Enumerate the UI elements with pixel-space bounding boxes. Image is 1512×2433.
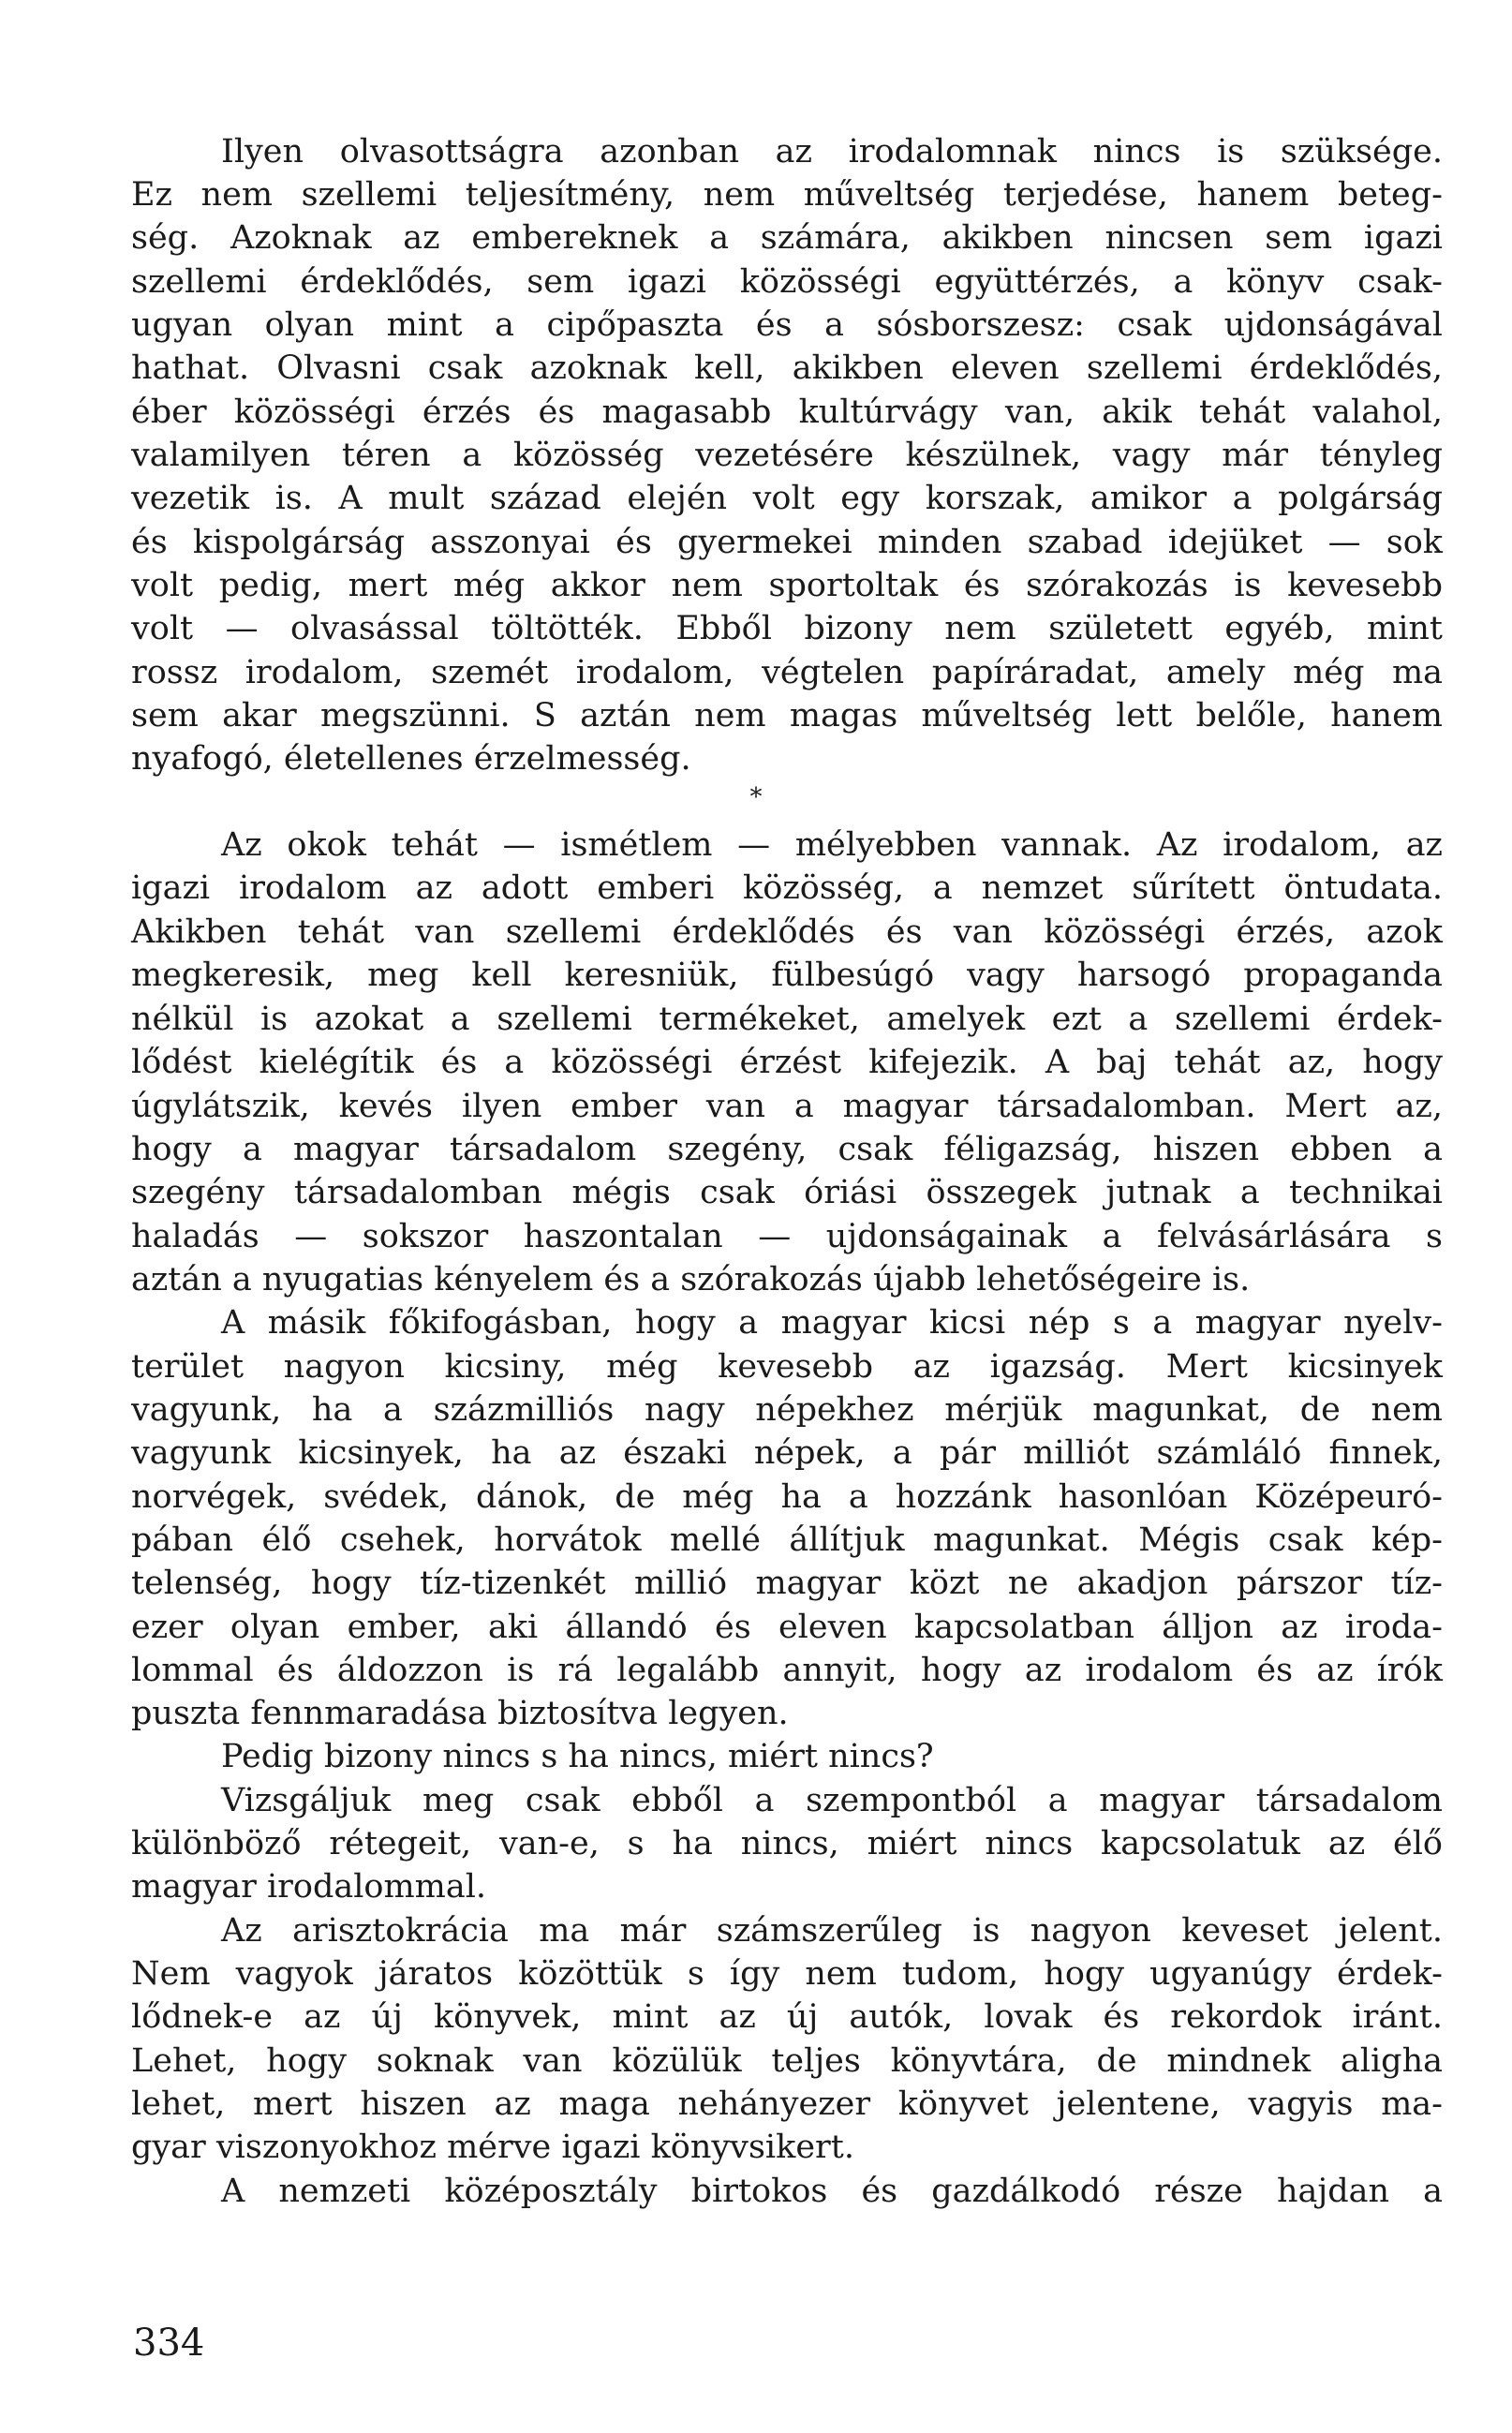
text-line: volt pedig, mert még akkor nem sportoltak és szórakozás is kevesebb [131,567,1443,604]
text-line: lődnek-e az új könyvek, mint az új autók, lovak és rekordok iránt. [131,1998,1443,2036]
text-line: norvégek, svédek, dánok, de még ha a hozzánk hasonlóan Középeuró- [131,1478,1443,1516]
text-line: A nemzeti középosztály birtokos és gazdálkodó része hajdan a [221,2173,1443,2210]
text-line: rossz irodalom, szemét irodalom, végtelen papíráradat, amely még ma [131,654,1443,691]
text-line: aztán a nyugatias kényelem és a szórakozás újabb lehetőségeire is. [131,1261,1251,1298]
text-line: magyar irodalommal. [131,1868,487,1906]
text-line: hathat. Olvasni csak azoknak kell, akikben eleven szellemi érdeklődés, [131,349,1443,387]
text-line: vezetik is. A mult század elején volt egy korszak, amikor a polgárság [131,480,1443,517]
text-line: ugyan olyan mint a cipőpaszta és a sósborszesz: csak ujdonságával [131,306,1443,344]
text-line: Az arisztokrácia ma már számszerűleg is nagyon keveset jelent. [221,1912,1443,1950]
text-line: éber közösségi érzés és magasabb kultúrvágy van, akik tehát valahol, [131,393,1443,431]
text-line: Vizsgáljuk meg csak ebből a szempontból a magyar társadalom [221,1782,1443,1819]
text-line: lehet, mert hiszen az maga nehányezer könyvet jelentene, vagyis ma- [131,2085,1443,2123]
text-line: telenség, hogy tíz-tizenkét millió magyar közt ne akadjon párszor tíz- [131,1565,1443,1602]
text-line: Akikben tehát van szellemi érdeklődés és van közösségi érzés, azok [131,913,1443,951]
text-line: lődést kielégítik és a közösségi érzést kifejezik. A baj tehát az, hogy [131,1044,1443,1081]
text-line: megkeresik, meg kell keresniük, fülbesúgó vagy harsogó propaganda [131,957,1443,994]
text-line: volt — olvasással töltötték. Ebből bizony nem született egyéb, mint [131,610,1443,647]
text-line: pában élő csehek, horvátok mellé állítjuk magunkat. Mégis csak kép- [131,1521,1443,1559]
text-line: vagyunk, ha a százmilliós nagy népekhez mérjük magunkat, de nem [131,1391,1443,1429]
page-number: 334 [133,2322,205,2365]
text-line: Ez nem szellemi teljesítmény, nem műveltség terjedése, hanem beteg- [131,176,1443,214]
text-line: ezer olyan ember, aki állandó és eleven kapcsolatban álljon az iroda- [131,1609,1443,1646]
text-line: úgylátszik, kevés ilyen ember van a magyar társadalomban. Mert az, [131,1088,1443,1125]
text-line: nyafogó, életellenes érzelmesség. [131,740,691,778]
text-line: Ilyen olvasottságra azonban az irodalomnak nincs is szüksége. [221,133,1443,171]
text-line: A másik főkifogásban, hogy a magyar kicsi nép s a magyar nyelv- [221,1304,1443,1342]
text-line: szegény társadalomban mégis csak óriási összegek jutnak a technikai [131,1174,1443,1211]
text-line: puszta fennmaradása biztosítva legyen. [131,1695,789,1732]
text-line: Pedig bizony nincs s ha nincs, miért nincs? [221,1738,934,1775]
text-line: sem akar megszünni. S aztán nem magas műveltség lett belőle, hanem [131,697,1443,734]
text-line: haladás — sokszor haszontalan — ujdonságainak a felvásárlására s [131,1218,1443,1255]
text-line: különböző rétegeit, van-e, s ha nincs, miért nincs kapcsolatuk az élő [131,1825,1443,1862]
section-separator: * [749,783,763,811]
text-line: Lehet, hogy soknak van közülük teljes könyvtára, de mindnek aligha [131,2042,1443,2080]
text-line: vagyunk kicsinyek, ha az északi népek, a pár milliót számláló finnek, [131,1434,1443,1472]
text-line: és kispolgárság asszonyai és gyermekei minden szabad idejüket — sok [131,524,1443,561]
text-line: szellemi érdeklődés, sem igazi közösségi együttérzés, a könyv csak- [131,263,1443,301]
text-line: hogy a magyar társadalom szegény, csak féligazság, hiszen ebben a [131,1131,1443,1168]
text-line: nélkül is azokat a szellemi termékeket, amelyek ezt a szellemi érdek- [131,1001,1443,1038]
text-line: ség. Azoknak az embereknek a számára, akikben nincsen sem igazi [131,219,1443,257]
text-line: Nem vagyok járatos közöttük s így nem tudom, hogy ugyanúgy érdek- [131,1955,1443,1993]
text-line: Az okok tehát — ismétlem — mélyebben vannak. Az irodalom, az [221,826,1443,864]
text-line: igazi irodalom az adott emberi közösség, a nemzet sűrített öntudata. [131,869,1443,907]
text-line: valamilyen téren a közösség vezetésére készülnek, vagy már tényleg [131,437,1443,474]
text-line: terület nagyon kicsiny, még kevesebb az igazság. Mert kicsinyek [131,1348,1443,1386]
text-line: gyar viszonyokhoz mérve igazi könyvsikert. [131,2129,854,2166]
text-line: lommal és áldozzon is rá legalább annyit, hogy az irodalom és az írók [131,1652,1443,1689]
